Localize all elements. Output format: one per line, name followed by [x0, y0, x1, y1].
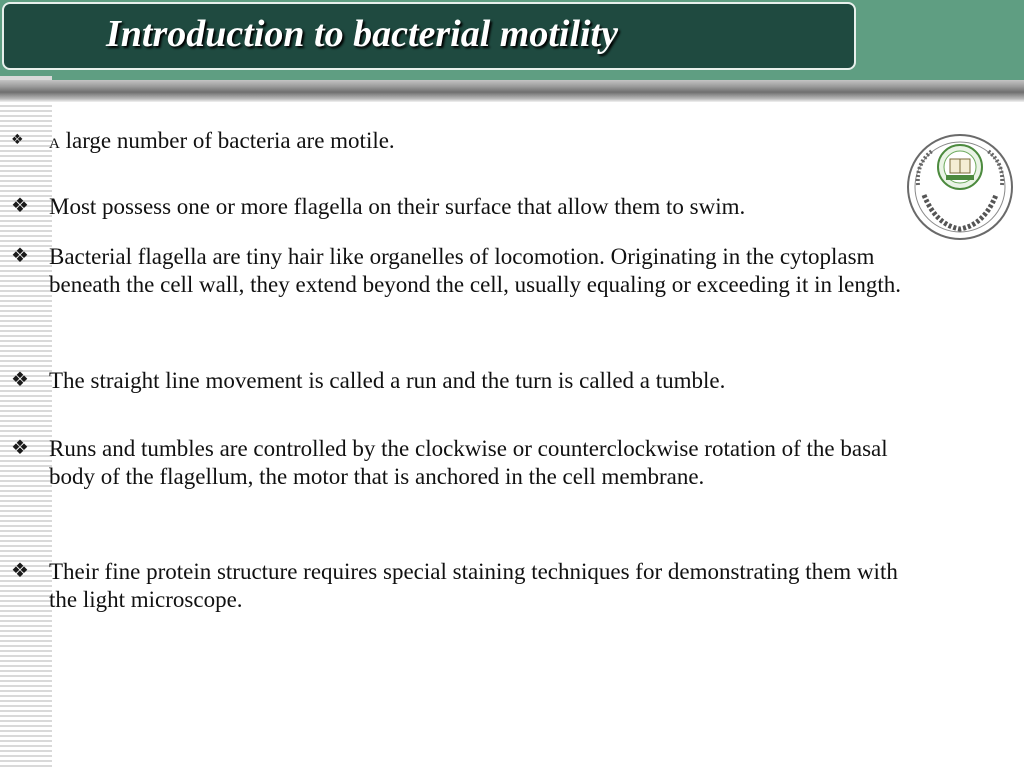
- bullet-text: [49, 127, 911, 158]
- bullet-diamond-icon: ❖: [11, 367, 29, 391]
- bullet-diamond-icon: ❖: [11, 132, 24, 148]
- bullet-text: The straight line movement is called a run and the turn is called a tumble.: [49, 368, 726, 393]
- bullet-lead-letter: A: [49, 136, 60, 152]
- bullet-diamond-icon: ❖: [11, 193, 29, 217]
- bullet-text: Most possess one or more flagella on their surface that allow them to swim.: [49, 194, 746, 219]
- bullet-diamond-icon: ❖: [11, 558, 29, 582]
- bullet-diamond-icon: ❖: [11, 435, 29, 459]
- bullet-text: Runs and tumbles are controlled by the clockwise or counterclockwise rotation of the basal body of the flagellum, the motor that is anchored in the cell membrane.: [49, 436, 888, 489]
- bullet-text-rest: large number of bacteria are motile.: [59, 128, 395, 153]
- bullet-text: Bacterial flagella are tiny hair like organelles of locomotion. Originating in the cytoplasm beneath the cell wall, they extend beyond the cell, usually equaling or exceeding it in length.: [49, 244, 901, 297]
- bullet-text: Their fine protein structure requires special staining techniques for demonstrating them with the light microscope.: [49, 559, 898, 612]
- bullet-diamond-icon: ❖: [11, 243, 29, 267]
- slide-title: Introduction to bacterial motility: [106, 13, 618, 55]
